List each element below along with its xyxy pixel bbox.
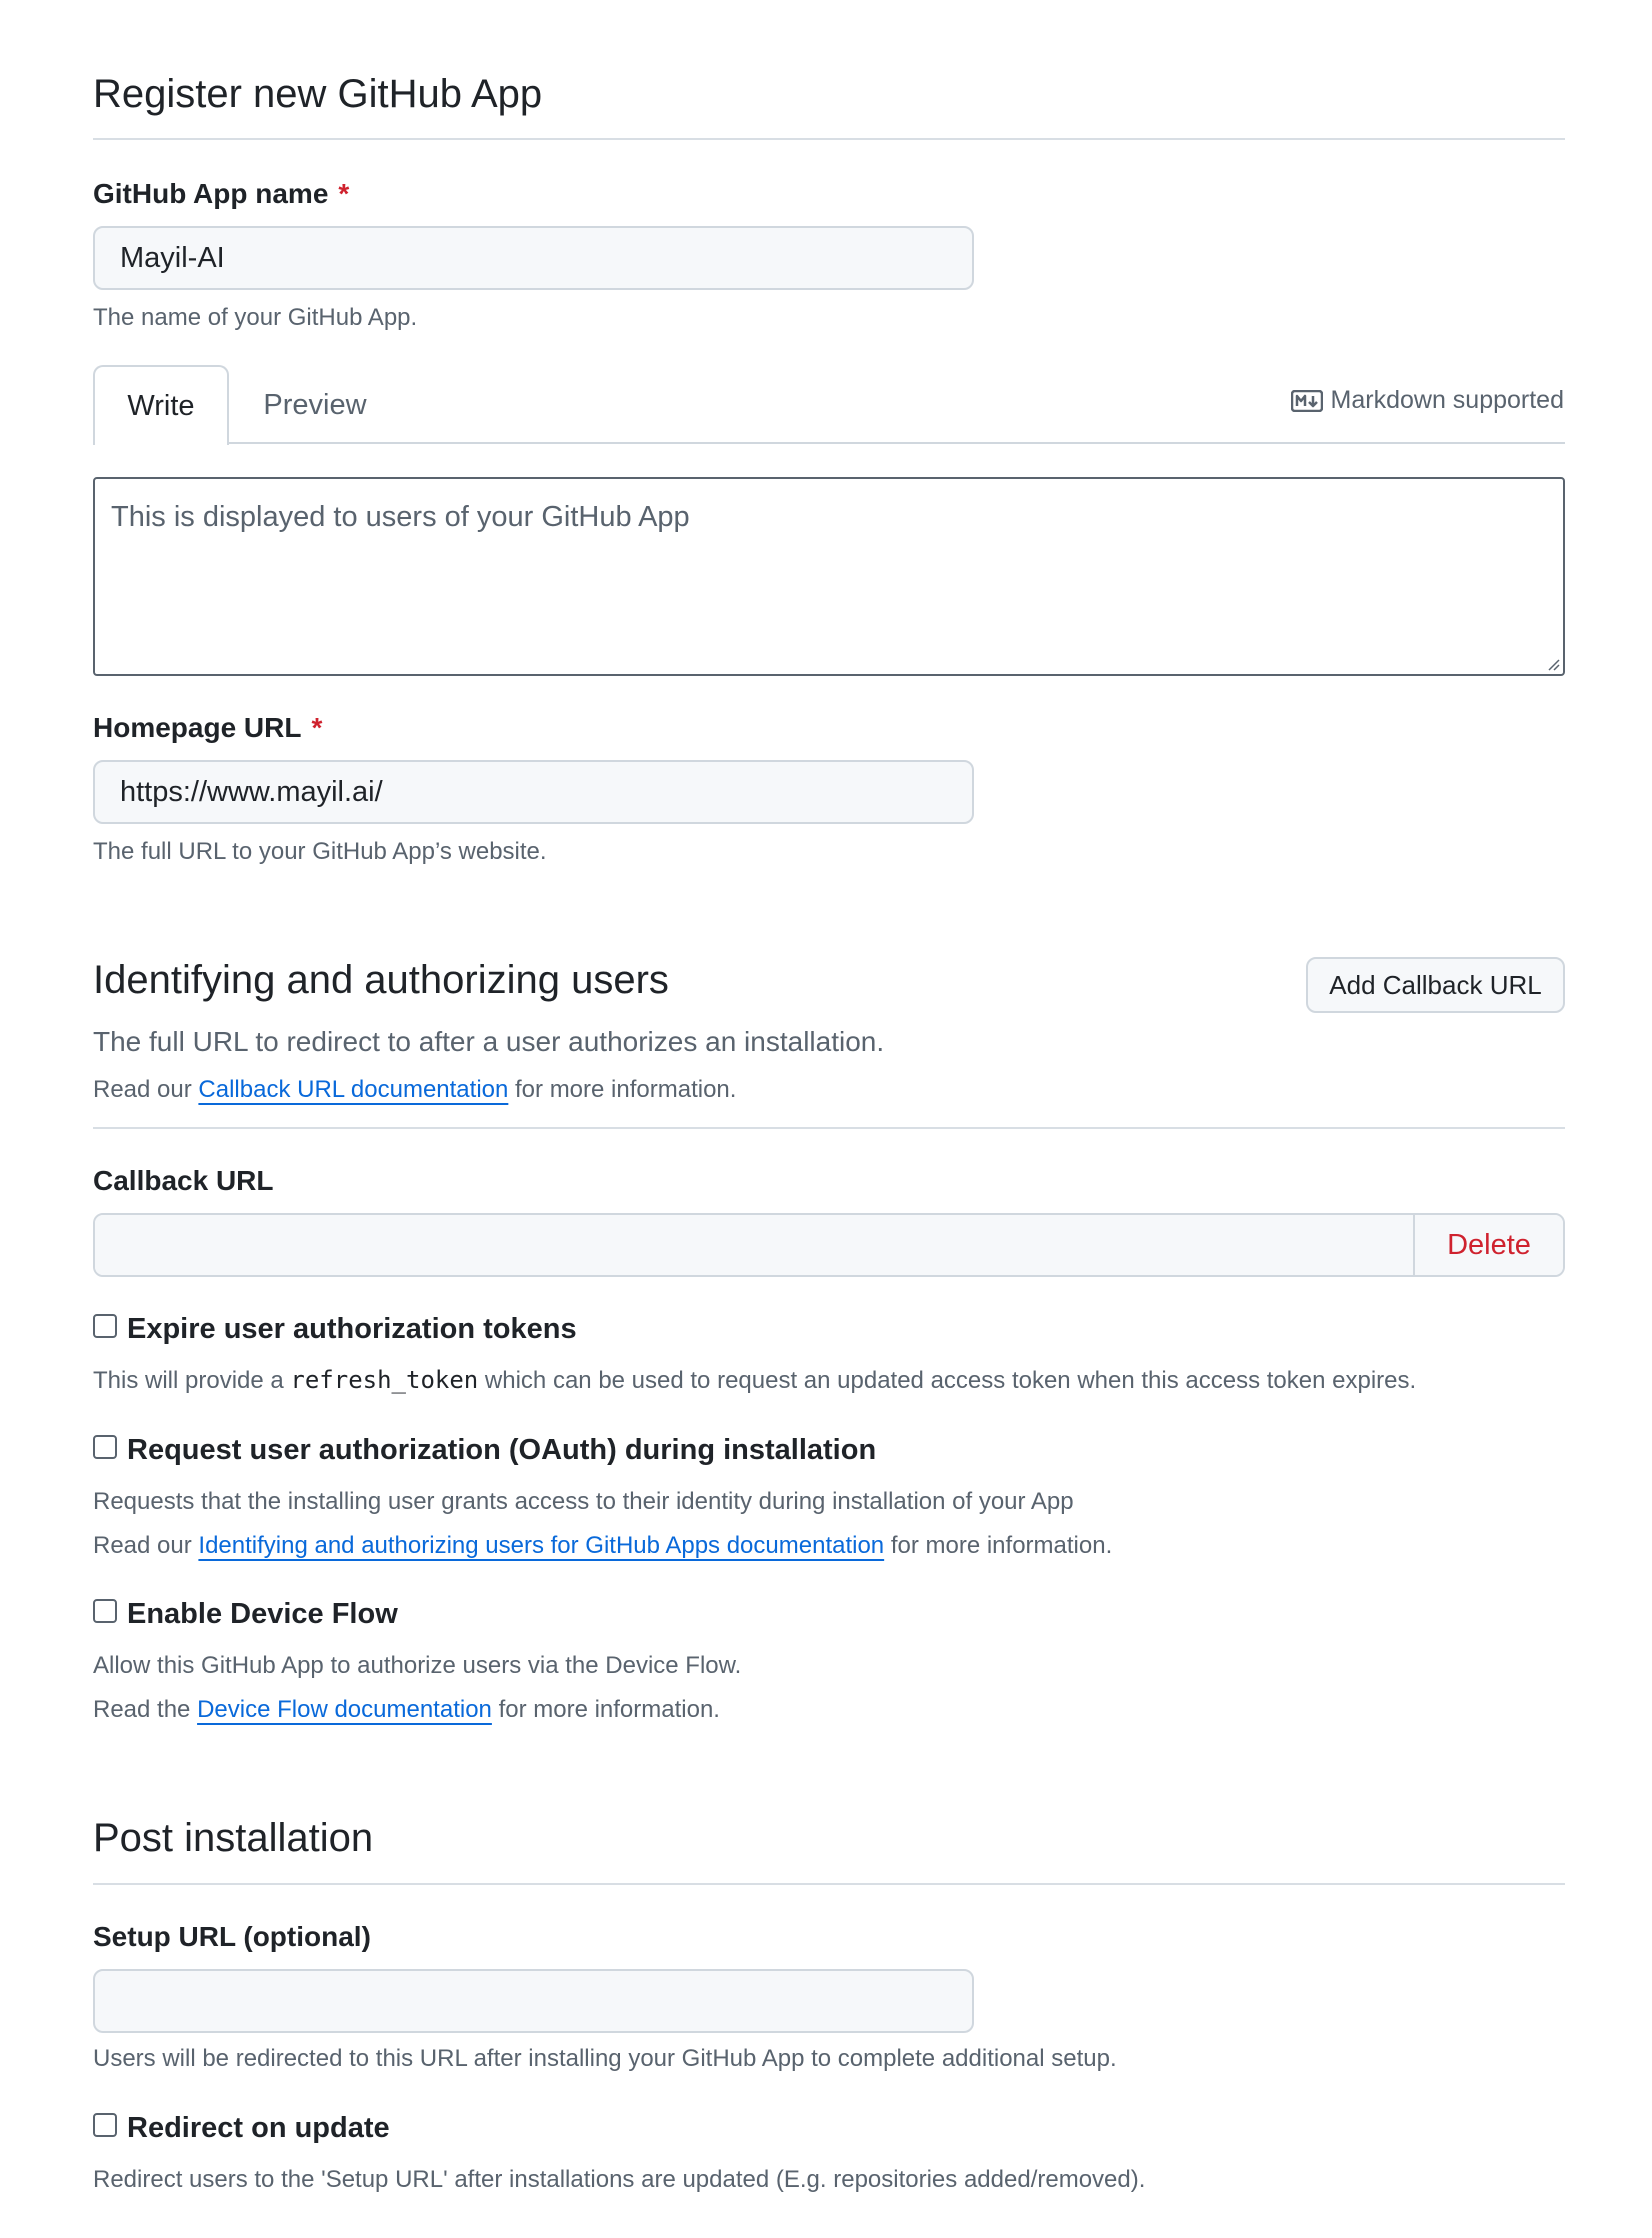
required-mark: * [338,178,350,209]
device-flow-label[interactable]: Enable Device Flow [127,1598,398,1630]
homepage-note: The full URL to your GitHub App’s website. [93,838,547,865]
app-name-label-text: GitHub App name [93,178,329,209]
title-divider [93,138,1565,140]
add-callback-url-button[interactable] [1306,957,1565,1013]
app-name-note: The name of your GitHub App. [93,304,418,331]
markdown-supported[interactable] [1291,386,1564,415]
request-oauth-label[interactable]: Request user authorization (OAuth) during installation [127,1434,877,1466]
identifying-section-title: Identifying and authorizing users [93,958,669,1002]
app-name-input[interactable] [93,226,974,290]
callback-doc-prefix: Read our [93,1076,192,1103]
expire-tokens-label[interactable]: Expire user authorization tokens [127,1313,577,1345]
expire-tokens-note [93,1368,1416,1393]
redirect-on-update-checkbox[interactable] [93,2113,117,2137]
callback-url-group [93,1213,1565,1277]
oauth-doc-note [93,1534,1112,1558]
device-flow-doc-note [93,1698,720,1722]
callback-url-documentation-link[interactable]: Callback URL documentation [198,1076,509,1103]
callback-url-label: Callback URL [93,1165,274,1196]
expire-note-prefix: This will provide a [93,1367,284,1394]
tabs-divider [93,442,1565,444]
post-installation-title: Post installation [93,1816,374,1860]
redirect-on-update-note: Redirect users to the 'Setup URL' after installations are updated (E.g. repositories added/removed). [93,2166,1146,2193]
expire-tokens-checkbox[interactable] [93,1314,117,1338]
oauth-doc-prefix: Read our [93,1532,192,1559]
active-tab-gap [95,442,227,444]
homepage-url-value: https://www.mayil.ai/ [120,775,383,808]
device-doc-prefix: Read the [93,1696,191,1723]
markdown-supported-label: Markdown supported [1330,386,1564,414]
expire-note-suffix: which can be used to request an updated access token when this access token expires. [484,1367,1417,1394]
markdown-icon [1291,390,1323,412]
delete-callback-label: Delete [1447,1228,1531,1261]
homepage-label [93,714,322,742]
required-mark: * [311,712,323,743]
device-flow-documentation-link[interactable]: Device Flow documentation [197,1696,492,1723]
homepage-url-input[interactable] [93,760,974,824]
setup-url-note: Users will be redirected to this URL after installing your GitHub App to complete additional setup. [93,2045,1117,2072]
page-title: Register new GitHub App [93,72,543,116]
redirect-on-update-label[interactable]: Redirect on update [127,2112,390,2144]
tab-write-label: Write [127,389,195,422]
app-name-label [93,180,349,208]
tab-preview[interactable] [240,365,390,445]
callback-url-input[interactable] [95,1215,1413,1275]
refresh-token-code: refresh_token [290,1366,479,1394]
callback-doc-note [93,1078,736,1102]
description-placeholder: This is displayed to users of your GitHub App [111,501,690,533]
setup-url-input[interactable] [93,1969,974,2033]
device-flow-note: Allow this GitHub App to authorize users via the Device Flow. [93,1652,742,1679]
device-flow-checkbox[interactable] [93,1599,117,1623]
description-textarea[interactable] [93,477,1565,676]
identifying-divider [93,1127,1565,1129]
resize-handle-icon[interactable] [1544,655,1560,671]
identifying-subtitle: The full URL to redirect to after a user authorizes an installation. [93,1026,885,1057]
homepage-label-text: Homepage URL [93,712,302,743]
request-oauth-note: Requests that the installing user grants access to their identity during installation of your App [93,1488,1074,1515]
post-installation-divider [93,1883,1565,1885]
request-oauth-checkbox[interactable] [93,1435,117,1459]
setup-url-label: Setup URL (optional) [93,1921,371,1952]
add-callback-url-label: Add Callback URL [1329,969,1542,1000]
delete-callback-button[interactable] [1413,1215,1563,1275]
tab-write[interactable] [93,365,229,445]
tab-preview-label: Preview [263,388,367,421]
device-doc-suffix: for more information. [498,1696,720,1723]
app-name-value: Mayil-AI [120,241,225,274]
oauth-doc-suffix: for more information. [890,1532,1113,1559]
identifying-users-documentation-link[interactable]: Identifying and authorizing users for GitHub Apps documentation [198,1532,885,1559]
callback-doc-suffix: for more information. [515,1076,737,1103]
